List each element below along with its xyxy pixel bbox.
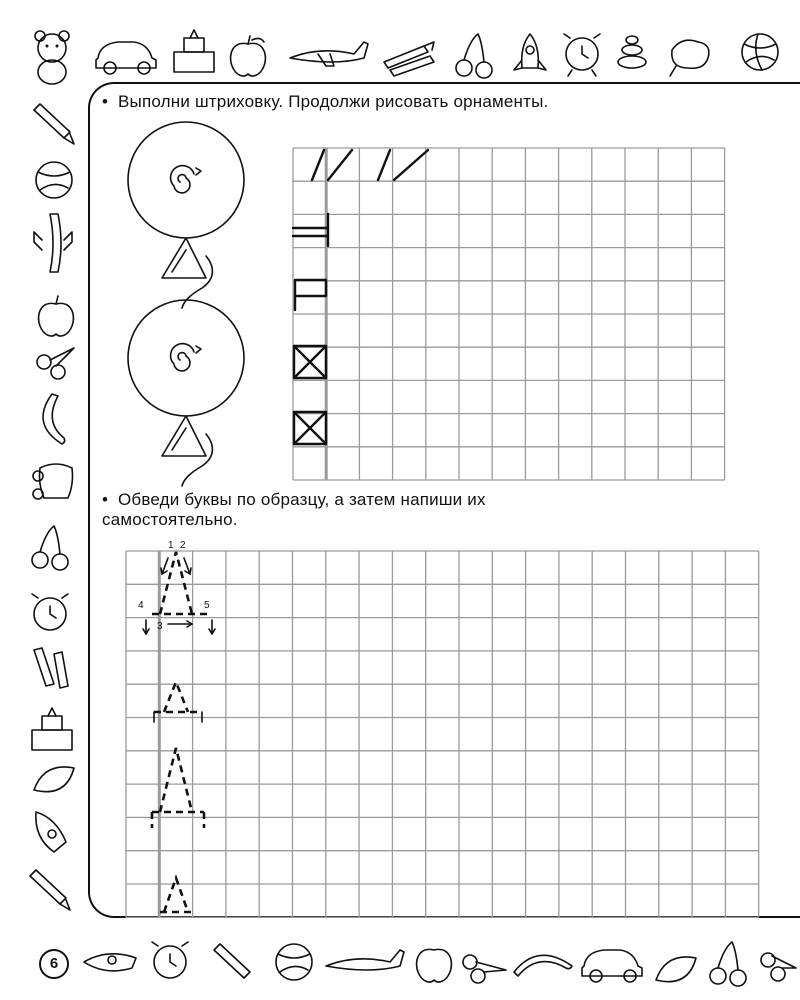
ball-icon	[276, 944, 312, 980]
bullet: •	[102, 92, 109, 111]
task2-text: Обведи буквы по образцу, а затем напиши их самостоятельно.	[102, 490, 486, 529]
crayons-icon	[384, 42, 434, 76]
ornament-double-dash	[293, 214, 328, 246]
rocket-icon	[514, 34, 546, 70]
crayons-icon	[34, 648, 68, 688]
letter-a-sample	[138, 540, 215, 634]
airplane-icon	[326, 950, 404, 970]
lemon-icon	[656, 957, 696, 982]
airplane-icon	[34, 214, 72, 272]
ball-icon	[36, 162, 72, 198]
stroke-number: 3	[157, 621, 163, 632]
ornament-grid	[293, 148, 725, 480]
alarm-clock-icon	[32, 594, 68, 630]
letter-a-bottom	[160, 878, 192, 912]
ornament-flag	[295, 280, 326, 310]
rocket-icon	[36, 812, 66, 852]
car-icon	[96, 42, 156, 74]
ball-icon	[742, 34, 778, 70]
crayon-icon	[34, 104, 74, 144]
cherries-icon	[32, 526, 68, 570]
stroke-number: 4	[138, 600, 144, 611]
banana-icon	[514, 955, 572, 976]
crayon-icon	[214, 944, 250, 978]
ornament-crossed-box	[294, 412, 326, 444]
bullet: •	[102, 490, 109, 509]
scissors-icon	[761, 953, 796, 981]
apple-icon	[39, 296, 74, 336]
cherries-icon	[456, 34, 492, 78]
alarm-clock-icon	[152, 942, 188, 978]
airplane-icon	[290, 42, 368, 66]
letter-a-small	[154, 682, 202, 722]
balloon-bottom	[128, 300, 244, 486]
rocket-icon	[84, 954, 136, 971]
apple-icon	[417, 949, 452, 982]
blocks-icon	[174, 30, 214, 72]
teddy-bear-icon	[35, 31, 69, 84]
pyramid-toy-icon	[618, 36, 646, 68]
ornament-diagonal-lines	[312, 150, 428, 180]
scissors-icon	[37, 348, 74, 379]
lemon-icon	[34, 767, 74, 792]
apple-icon	[231, 36, 266, 76]
page-number: 6	[39, 949, 69, 979]
balloon-top	[128, 122, 244, 308]
stroke-number: 2	[180, 540, 186, 551]
scissors-icon	[463, 955, 506, 983]
crayon-icon	[30, 870, 70, 910]
car-icon	[33, 464, 73, 499]
ornament-crossed-box	[294, 346, 326, 378]
stroke-number: 1	[168, 540, 174, 551]
stroke-number: 5	[204, 600, 210, 611]
grapes-icon	[670, 40, 709, 76]
blocks-icon	[32, 708, 72, 750]
letter-grid	[126, 551, 759, 917]
car-icon	[582, 950, 642, 982]
alarm-clock-icon	[564, 34, 600, 76]
cherries-icon	[710, 942, 746, 986]
task1-text: Выполни штриховку. Продолжи рисовать орнаменты.	[118, 92, 549, 111]
banana-icon	[43, 394, 65, 444]
